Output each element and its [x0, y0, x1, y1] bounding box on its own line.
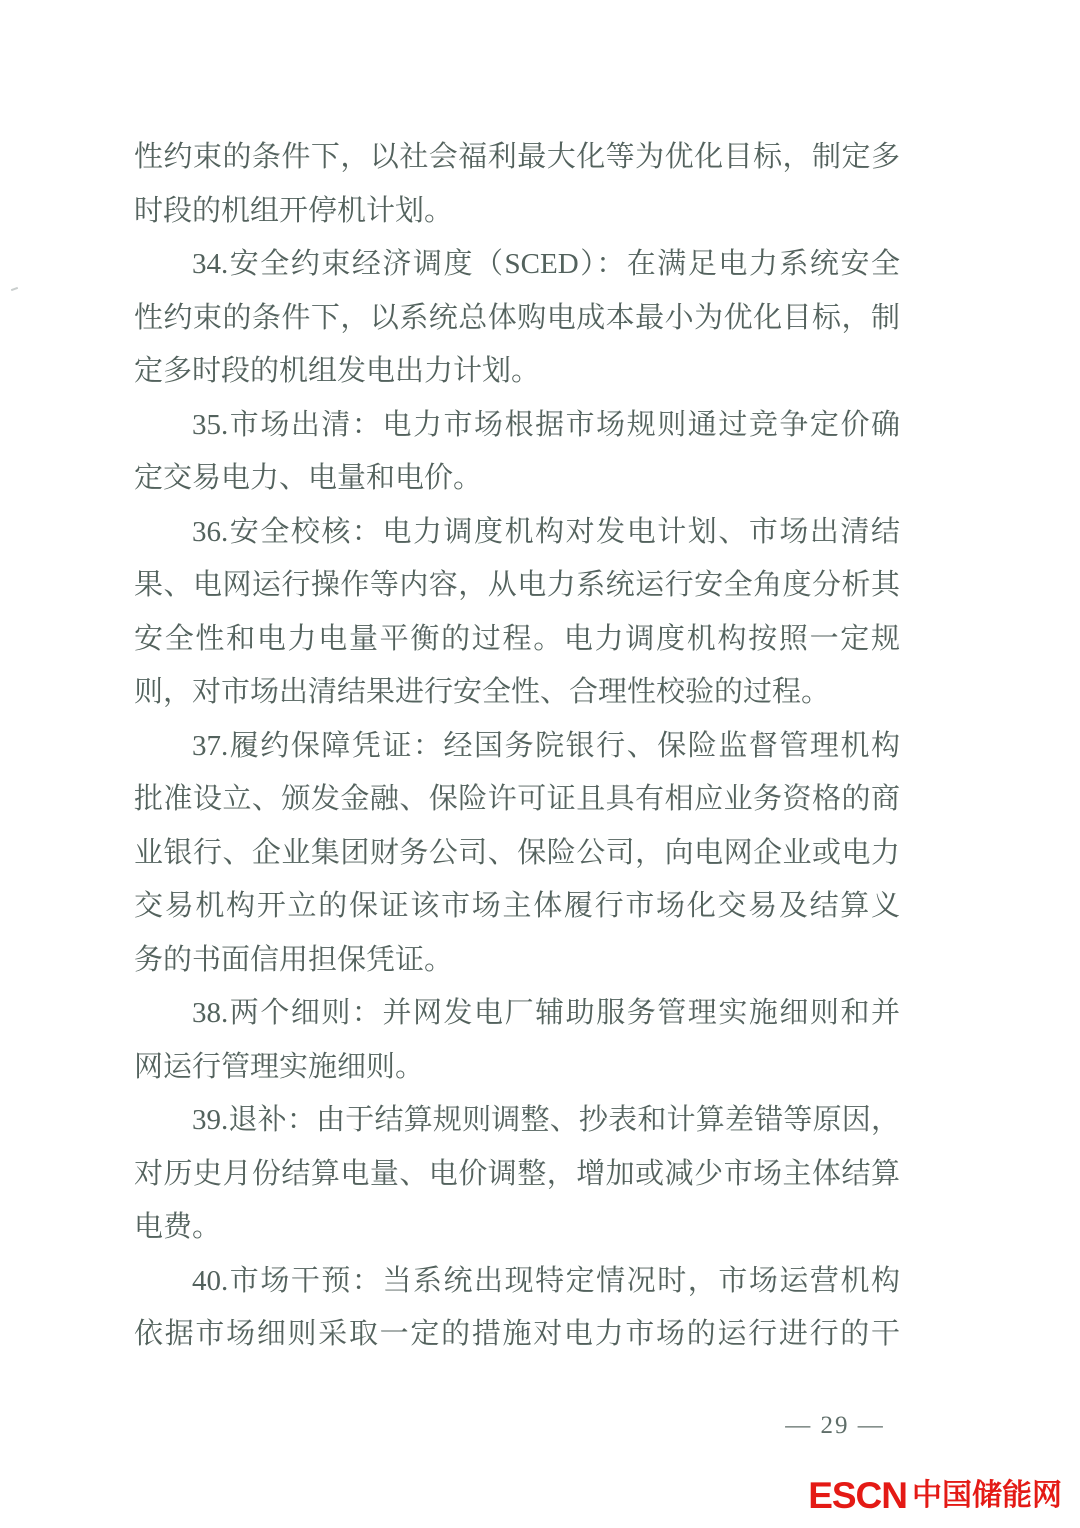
text-line: 39.退补：由于结算规则调整、抄表和计算差错等原因，	[192, 1104, 900, 1136]
text-line: 35.市场出清：电力市场根据市场规则通过竞争定价确	[192, 408, 900, 441]
text-line: 性约束的条件下，以社会福利最大化等为优化目标，制定多	[134, 141, 900, 173]
text-line: 时段的机组开停机计划。	[134, 194, 454, 227]
page-number: — 29 —	[785, 1412, 885, 1439]
text-line: 则，对市场出清结果进行安全性、合理性校验的过程。	[134, 676, 831, 708]
text-line: 定交易电力、电量和电价。	[134, 462, 483, 494]
scan-artifact	[11, 287, 18, 291]
text-line: 业银行、企业集团财务公司、保险公司，向电网企业或电力	[134, 836, 900, 869]
text-line: 40.市场干预：当系统出现特定情况时，市场运营机构	[192, 1264, 900, 1297]
text-line: 37.履约保障凭证：经国务院银行、保险监督管理机构	[192, 729, 900, 762]
text-line: 性约束的条件下，以系统总体购电成本最小为优化目标，制	[134, 301, 900, 334]
text-line: 定多时段的机组发电出力计划。	[134, 355, 541, 387]
document-text-block	[134, 131, 900, 1362]
text-line: 38.两个细则：并网发电厂辅助服务管理实施细则和并	[192, 997, 900, 1029]
escn-logo-chinese-text: 中国储能网	[912, 1478, 1062, 1512]
text-line: 34.安全约束经济调度（SCED）：在满足电力系统安全	[192, 248, 900, 280]
text-line: 依据市场细则采取一定的措施对电力市场的运行进行的干	[134, 1318, 900, 1350]
text-line: 对历史月份结算电量、电价调整，增加或减少市场主体结算	[134, 1157, 900, 1190]
text-line: 交易机构开立的保证该市场主体履行市场化交易及结算义	[134, 890, 900, 922]
text-line: 果、电网运行操作等内容，从电力系统运行安全角度分析其	[134, 569, 900, 601]
escn-logo-latin-text: ESCN	[808, 1475, 907, 1516]
text-line: 批准设立、颁发金融、保险许可证且具有相应业务资格的商	[134, 783, 900, 815]
escn-logo	[808, 1477, 1062, 1514]
text-line: 安全性和电力电量平衡的过程。电力调度机构按照一定规	[134, 622, 900, 655]
text-line: 务的书面信用担保凭证。	[134, 943, 454, 976]
text-line: 36.安全校核：电力调度机构对发电计划、市场出清结	[192, 515, 900, 548]
text-line: 网运行管理实施细则。	[134, 1050, 425, 1083]
text-line: 电费。	[134, 1211, 222, 1243]
